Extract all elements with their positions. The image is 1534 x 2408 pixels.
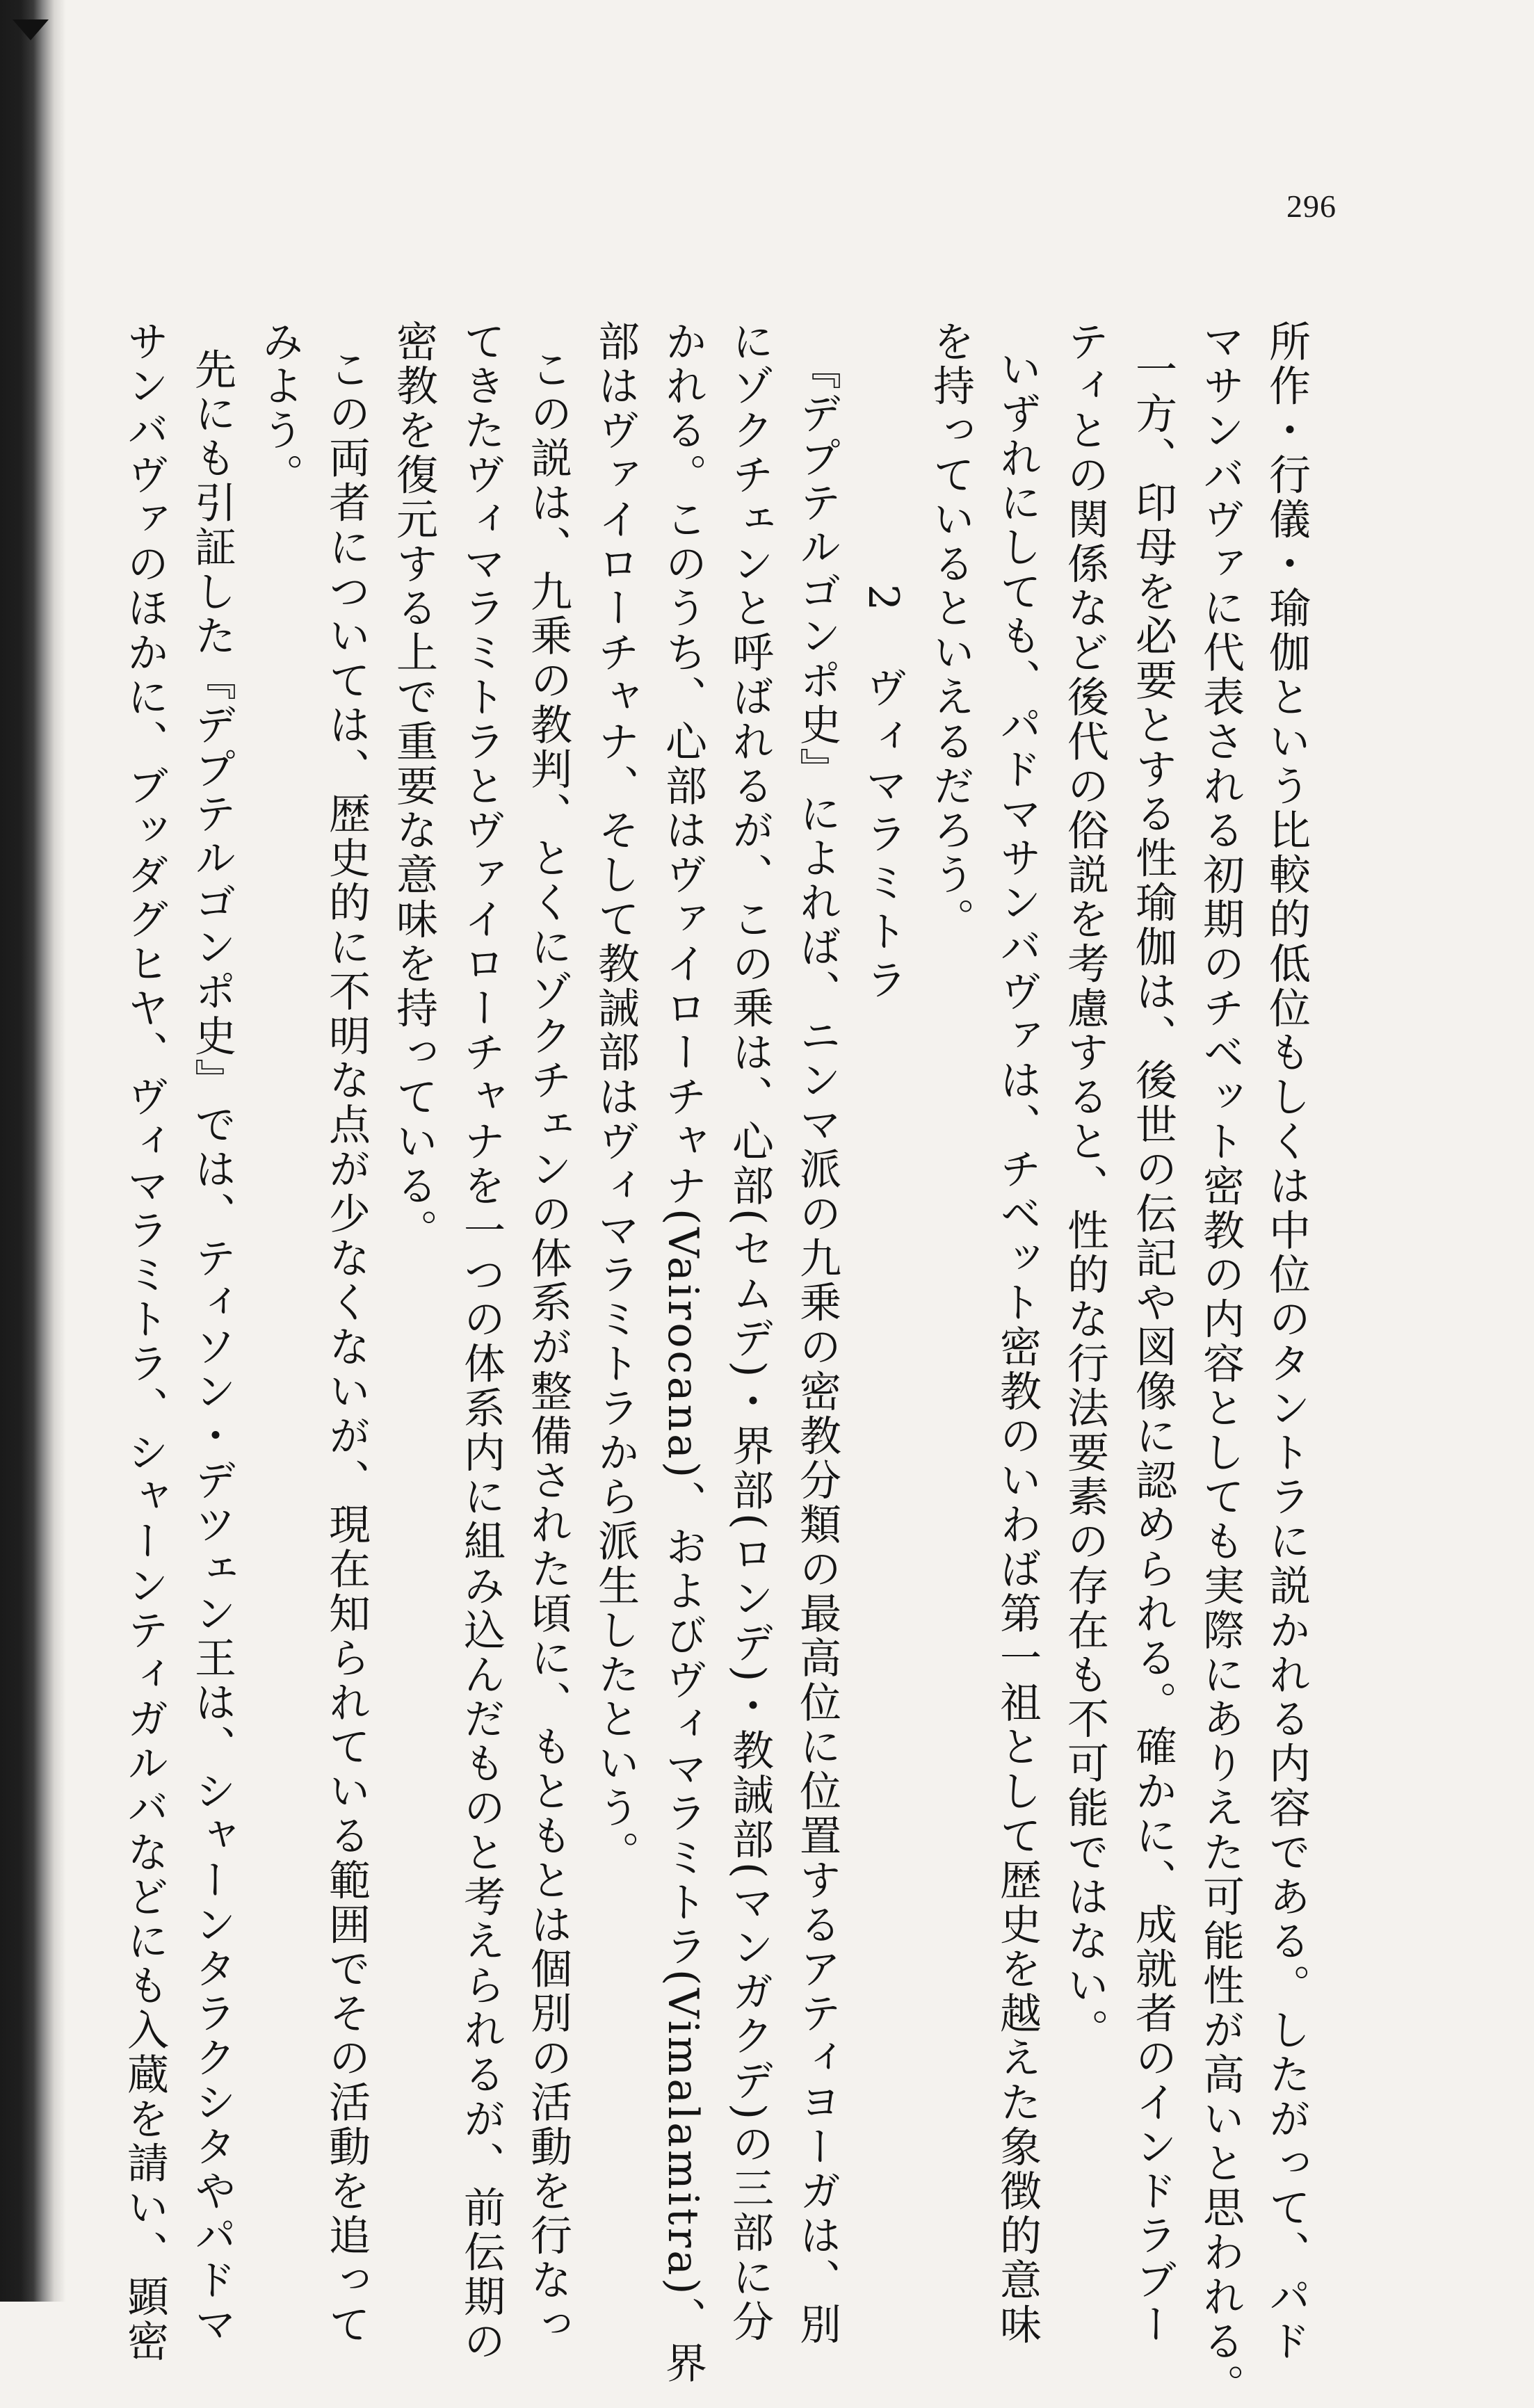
body-line: を持っているといえるだろう。 bbox=[926, 320, 975, 942]
body-line: この説は、九乗の教判、とくにゾクチェンの体系が整備された頃に、もともとは個別の活動を行なっ bbox=[524, 348, 572, 2348]
body-line: ティとの関係など後代の俗説を考慮すると、性的な行法要素の存在も不可能ではない。 bbox=[1060, 320, 1109, 2053]
page-number: 296 bbox=[1286, 188, 1337, 224]
spine-notch-mark bbox=[13, 19, 49, 40]
body-line: 一方、印母を必要とする性瑜伽は、後世の伝記や図像に認められる。確かに、成就者のインドラブー bbox=[1129, 348, 1177, 2348]
body-line: 部はヴァイローチャナ、そして教誡部はヴィマラミトラから派生したという。 bbox=[591, 320, 640, 1875]
body-line: みよう。 bbox=[255, 320, 304, 498]
body-line: かれる。このうち、心部はヴァイローチャナ(Vairocana)、およびヴィマラミトラ(Vimalamitra)、界 bbox=[659, 320, 707, 2386]
body-line: いずれにしても、パドマサンバヴァは、チベット密教のいわば第一祖として歴史を越えた象徴的意味 bbox=[993, 348, 1042, 2348]
body-line: 所作・行儀・瑜伽という比較的低位もしくは中位のタントラに説かれる内容である。したがって、パド bbox=[1262, 320, 1311, 2364]
body-line: にゾクチェンと呼ばれるが、この乗は、心部(セムデ)・界部(ロンデ)・教誡部(マンガクデ)の三部に分 bbox=[725, 320, 774, 2345]
body-line: 密教を復元する上で重要な意味を持っている。 bbox=[389, 320, 438, 1253]
section-heading: 2 ヴィマラミトラ bbox=[859, 584, 907, 1008]
body-line: マサンバヴァに代表される初期のチベット密教の内容としても実際にありえた可能性が高いと思われる。 bbox=[1196, 320, 1245, 2408]
body-line: サンバヴァのほかに、ブッダグヒヤ、ヴィマラミトラ、シャーンティガルバなどにも入蔵を請い、顕密 bbox=[120, 320, 169, 2364]
body-line: 先にも引証した『デプテルゴンポ史』では、ティソン・デツェン王は、シャーンタラクシタやパドマ bbox=[188, 348, 236, 2348]
body-line: 『デプテルゴンポ史』によれば、ニンマ派の九乗の密教分類の最高位に位置するアティヨーガは、別 bbox=[793, 348, 841, 2348]
body-line: てきたヴィマラミトラとヴァイローチャナを一つの体系内に組み込んだものと考えられるが、前伝期の bbox=[457, 320, 506, 2364]
body-line: この両者については、歴史的に不明な点が少なくないが、現在知られている範囲でその活動を追って bbox=[322, 348, 371, 2348]
book-spine-shadow bbox=[0, 0, 66, 2302]
